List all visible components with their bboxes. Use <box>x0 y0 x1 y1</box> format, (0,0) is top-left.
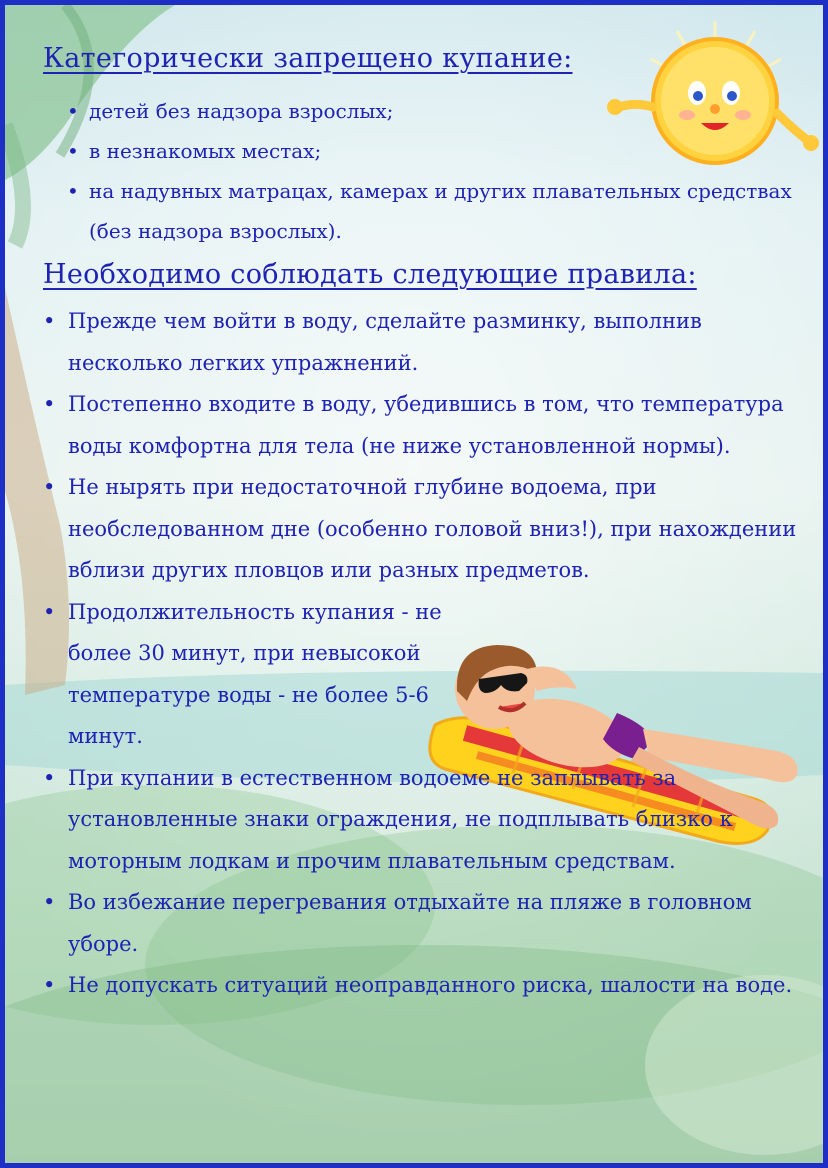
bullet-icon: • <box>67 139 79 163</box>
bullet-icon: • <box>43 765 56 790</box>
list-item <box>67 171 812 251</box>
list-item-text: Постепенно входите в воду, убедившись в том, что температура воды комфортна для тела (не ниже установленной нормы). <box>68 392 784 458</box>
prohibited-heading: Категорически запрещено купание: <box>43 43 573 74</box>
list-item <box>43 758 798 883</box>
bullet-icon: • <box>43 890 56 914</box>
bullet-icon: • <box>43 599 56 624</box>
list-item-text: Не нырять при недостаточной глубине водоема, при необследованном дне (особенно головой вниз!), при нахождении вблизи других пловцов или разных предметов. <box>68 475 797 582</box>
bullet-icon: • <box>67 179 79 203</box>
list-item <box>67 91 812 131</box>
list-item-text: Во избежание перегревания отдыхайте на пляже в головном уборе. <box>68 890 752 956</box>
list-item <box>67 131 812 171</box>
list-item <box>43 384 798 467</box>
list-item <box>43 467 798 592</box>
list-item-text: в незнакомых местах; <box>89 139 322 163</box>
list-item <box>43 301 798 384</box>
list-item-text: При купании в естественном водоеме не заплывать за установленные знаки ограждения, не подплывать близко к моторным лодкам и прочим плавательным средствам. <box>68 765 733 873</box>
list-item <box>43 882 798 965</box>
bullet-icon: • <box>43 309 56 333</box>
bullet-icon: • <box>67 99 79 123</box>
rules-heading: Необходимо соблюдать следующие правила: <box>43 259 697 290</box>
list-item-text: Не допускать ситуаций неоправданного риска, шалости на воде. <box>68 973 793 997</box>
list-item <box>43 965 798 1007</box>
list-item-text: детей без надзора взрослых; <box>89 99 394 123</box>
prohibited-list <box>67 91 812 251</box>
list-item-text: Продолжительность купания - не более 30 минут, при невысокой температуре воды - не более 5-6 минут. <box>68 599 442 748</box>
list-item-text: Прежде чем войти в воду, сделайте разминку, выполнив несколько легких упражнений. <box>68 309 702 375</box>
bullet-icon: • <box>43 973 56 997</box>
list-item-text: на надувных матрацах, камерах и других плавательных средствах (без надзора взрослых). <box>89 179 792 243</box>
content <box>5 5 828 1168</box>
bullet-icon: • <box>43 475 56 499</box>
rules-list <box>43 301 798 1007</box>
bullet-icon: • <box>43 392 56 416</box>
list-item <box>43 592 458 758</box>
